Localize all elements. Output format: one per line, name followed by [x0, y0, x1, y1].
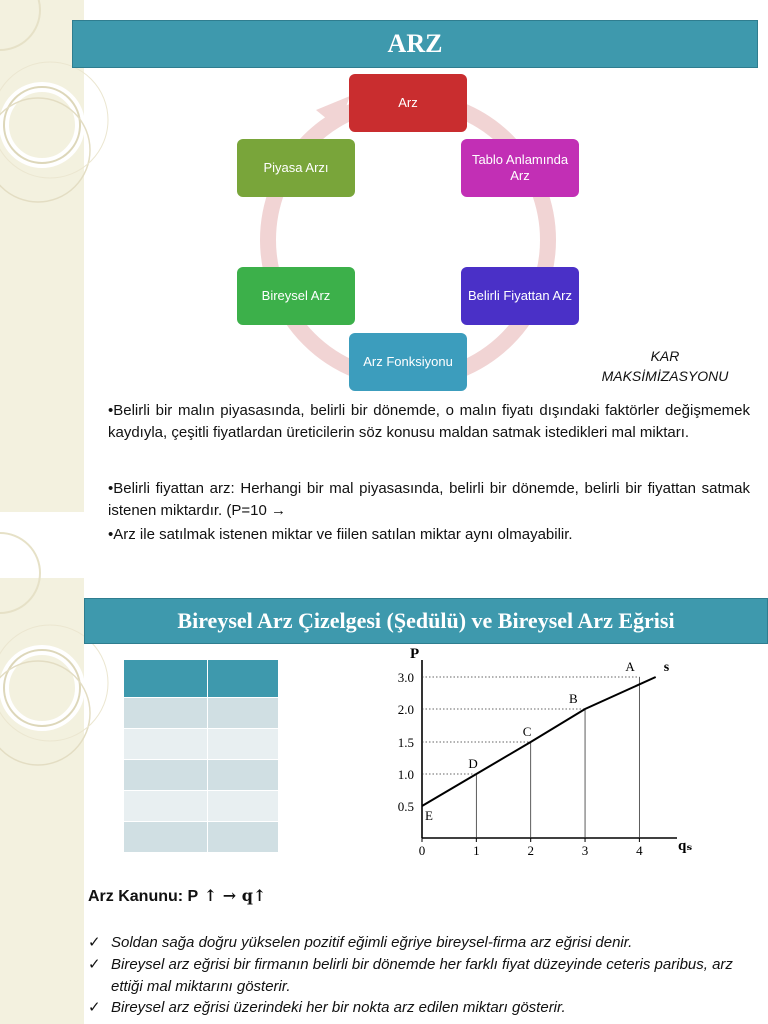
y-tick-label: 2.0 — [397, 702, 414, 717]
page-title: ARZ — [72, 20, 758, 68]
point-label-C: C — [522, 724, 532, 739]
slide-bireysel-arz — [0, 578, 768, 1024]
x-tick-label: 3 — [581, 843, 589, 858]
decorative-side-band — [0, 0, 84, 512]
law-symbols: ↑ → q↑ — [198, 886, 267, 905]
cycle-node-arz-fonksiyonu: Arz Fonksiyonu — [349, 333, 467, 391]
decorative-rings-icon — [0, 578, 84, 1024]
x-tick-label: 0 — [418, 843, 426, 858]
supply-curve-chart — [380, 646, 710, 875]
y-tick-label: 1.0 — [397, 767, 414, 782]
list-item: ✓ Soldan sağa doğru yükselen pozitif eğimli eğriye bireysel-firma arz eğrisi denir. — [88, 932, 748, 954]
check-icon: ✓ — [88, 999, 101, 1017]
arz-note-paragraph: •Arz ile satılmak istenen miktar ve fiilen satılan miktar aynı olmayabilir. — [108, 526, 573, 543]
note-line-2: MAKSİMİZASYONU — [601, 367, 729, 384]
cycle-node-tablo: Tablo Anlamında Arz — [461, 139, 579, 197]
supply-curve-line — [422, 677, 656, 806]
cycle-node-arz: Arz — [349, 74, 467, 132]
x-axis-label: qₛ — [678, 838, 693, 854]
table-row — [124, 760, 279, 791]
point-label-B: B — [569, 691, 578, 706]
x-tick-label: 2 — [527, 843, 534, 858]
point-label-A: A — [625, 659, 635, 674]
x-tick-label: 1 — [473, 843, 480, 858]
table-header-row — [124, 660, 279, 698]
table-row — [124, 822, 279, 853]
kar-maksimizasyonu-note — [590, 347, 740, 386]
y-tick-label: 3.0 — [397, 670, 414, 685]
belirli-fiyattan-paragraph: •Belirli fiyattan arz: Herhangi bir mal piyasasında, belirli bir dönemde, belirli bir fiyattan satmak istenen miktardır. (P=10 → — [108, 480, 750, 519]
decorative-side-band — [0, 578, 84, 1024]
point-label-D: D — [468, 756, 478, 771]
supply-law — [88, 886, 266, 906]
definition-paragraph: •Belirli bir malın piyasasında, belirli bir dönemde, o malın fiyatı dışındaki faktörler değişmemek kaydıyla, çeşitli fiyatlardan üreticilerin söz konusu maldan satmak istedikleri mal miktarı. — [108, 402, 750, 441]
law-label: Arz Kanunu: P — [88, 888, 199, 905]
y-tick-label: 0.5 — [397, 799, 414, 814]
decorative-rings-icon — [0, 0, 84, 512]
series-label-s: s — [663, 660, 670, 675]
list-item: ✓ Bireysel arz eğrisi bir firmanın belirli bir dönemde her farklı fiyat düzeyinde ceteris paribus, arz ettiği mal miktarını gösterir. — [88, 955, 733, 995]
note-line-1: KAR — [650, 348, 680, 364]
supply-schedule-table — [124, 660, 279, 853]
bullet-list — [88, 932, 748, 1019]
y-tick-label: 1.5 — [397, 735, 414, 750]
cycle-node-belirli-fiyattan: Belirli Fiyattan Arz — [461, 267, 579, 325]
y-axis-label: P — [410, 646, 420, 662]
table-row — [124, 698, 279, 729]
section-title: Bireysel Arz Çizelgesi (Şedülü) ve Bireysel Arz Eğrisi — [84, 598, 768, 644]
cycle-node-piyasa: Piyasa Arzı — [237, 139, 355, 197]
check-icon: ✓ — [88, 934, 101, 951]
point-label-E: E — [425, 808, 433, 823]
check-icon: ✓ — [88, 955, 101, 973]
table-row — [124, 791, 279, 822]
x-tick-label: 4 — [636, 843, 643, 858]
table-row — [124, 729, 279, 760]
list-item: ✓ Bireysel arz eğrisi üzerindeki her bir nokta arz edilen miktarı gösterir. — [88, 997, 748, 1019]
cycle-node-bireysel: Bireysel Arz — [237, 267, 355, 325]
